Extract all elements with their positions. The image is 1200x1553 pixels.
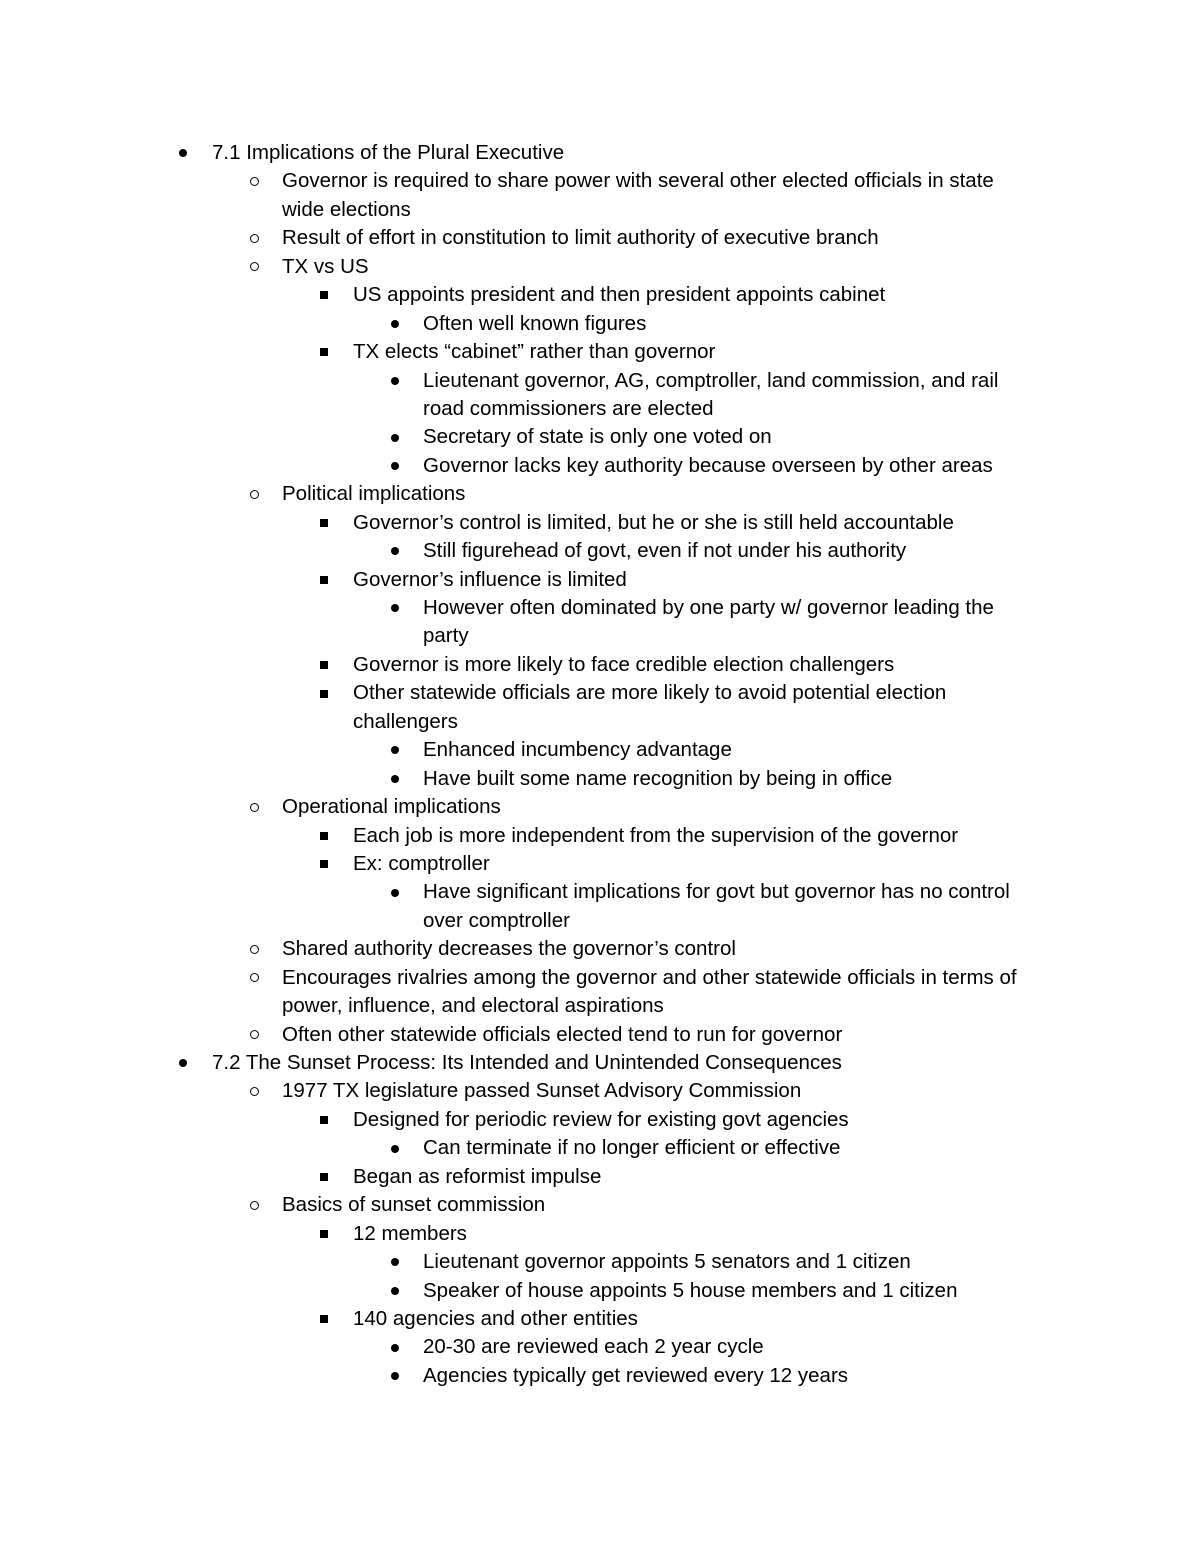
outline-item-text: Basics of sunset commission [282, 1193, 546, 1217]
outline-item-text: Speaker of house appoints 5 house members and 1 citizen [423, 1278, 958, 1302]
square-bullet-icon [317, 850, 331, 878]
outline-item-level-3 [0, 878, 1200, 906]
outline-item-level-3 [0, 537, 1200, 565]
disc-bullet-icon [388, 1277, 402, 1305]
outline-item-level-0 [0, 139, 1200, 167]
outline-item-level-3 [0, 367, 1200, 395]
outline-item-text: Ex: comptroller [353, 851, 490, 875]
outline-item-text: Each job is more independent from the supervision of the governor [353, 823, 959, 847]
outline-item-text: TX elects “cabinet” rather than governor [353, 340, 716, 364]
outline-item-level-1 [0, 167, 1200, 195]
outline-item-text: Operational implications [282, 795, 501, 819]
outline-item-level-1 [0, 1077, 1200, 1105]
disc-bullet-icon [176, 139, 190, 167]
outline-item-level-1 [0, 793, 1200, 821]
outline-item-level-3 [0, 1333, 1200, 1361]
outline-item-text: 7.1 Implications of the Plural Executive [212, 141, 565, 164]
outline-item-level-3 [0, 452, 1200, 480]
square-bullet-icon [317, 281, 331, 309]
outline-item-level-2 [0, 281, 1200, 309]
circle-bullet-icon [247, 1191, 261, 1219]
outline-item-level-3 [0, 1248, 1200, 1276]
circle-bullet-icon [247, 167, 261, 195]
outline-item-text: Designed for periodic review for existing govt agencies [353, 1107, 849, 1131]
outline-item-text: Governor is more likely to face credible election challengers [353, 652, 895, 676]
outline-item-level-3 [0, 765, 1200, 793]
outline-item-text: TX vs US [282, 254, 369, 278]
disc-bullet-icon [388, 1248, 402, 1276]
disc-bullet-icon [388, 310, 402, 338]
square-bullet-icon [317, 1305, 331, 1333]
outline-item-text: challengers [353, 709, 458, 733]
outline-item-text: 7.2 The Sunset Process: Its Intended and Unintended Consequences [212, 1051, 842, 1074]
outline-item-level-1 [0, 1021, 1200, 1049]
outline-item-text: road commissioners are elected [423, 396, 714, 420]
outline-item-text: Other statewide officials are more likely to avoid potential election [353, 681, 947, 705]
disc-bullet-icon [388, 594, 402, 622]
outline-item-level-2 [0, 1163, 1200, 1191]
disc-bullet-icon [388, 1134, 402, 1162]
outline-item-level-2 [0, 1220, 1200, 1248]
outline-item-level-1 [0, 935, 1200, 963]
outline-item-level-3 [0, 310, 1200, 338]
outline-item-text: Encourages rivalries among the governor and other statewide officials in terms of [282, 965, 1017, 989]
outline-item-continuation [0, 395, 1200, 423]
square-bullet-icon [317, 1220, 331, 1248]
outline-item-level-2 [0, 1305, 1200, 1333]
outline-item-text: Governor’s control is limited, but he or she is still held accountable [353, 510, 954, 534]
outline-item-level-2 [0, 850, 1200, 878]
outline-item-continuation [0, 708, 1200, 736]
outline-item-text: power, influence, and electoral aspirations [282, 994, 664, 1018]
circle-bullet-icon [247, 1021, 261, 1049]
outline-item-text: Still figurehead of govt, even if not under his authority [423, 539, 907, 563]
outline-item-level-2 [0, 679, 1200, 707]
outline-item-level-2 [0, 509, 1200, 537]
outline-item-level-1 [0, 253, 1200, 281]
outline-item-level-3 [0, 594, 1200, 622]
circle-bullet-icon [247, 480, 261, 508]
outline-item-continuation [0, 907, 1200, 935]
outline-item-level-1 [0, 480, 1200, 508]
outline-notes [0, 139, 1200, 1390]
disc-bullet-icon [388, 367, 402, 395]
disc-bullet-icon [388, 423, 402, 451]
outline-item-text: Can terminate if no longer efficient or effective [423, 1136, 841, 1160]
outline-item-level-1 [0, 224, 1200, 252]
square-bullet-icon [317, 651, 331, 679]
outline-item-text: Agencies typically get reviewed every 12 years [423, 1363, 849, 1387]
outline-item-text: Lieutenant governor, AG, comptroller, land commission, and rail [423, 368, 999, 392]
outline-item-level-2 [0, 822, 1200, 850]
disc-bullet-icon [388, 1333, 402, 1361]
outline-item-text: over comptroller [423, 908, 570, 932]
circle-bullet-icon [247, 935, 261, 963]
outline-item-text: Have built some name recognition by being in office [423, 766, 893, 790]
outline-item-text: Often well known figures [423, 311, 647, 335]
outline-item-level-2 [0, 651, 1200, 679]
outline-item-text: 20-30 are reviewed each 2 year cycle [423, 1335, 764, 1359]
outline-item-text: 12 members [353, 1221, 467, 1245]
outline-item-continuation [0, 992, 1200, 1020]
outline-item-text: Shared authority decreases the governor’s control [282, 937, 736, 961]
circle-bullet-icon [247, 1077, 261, 1105]
square-bullet-icon [317, 566, 331, 594]
outline-item-level-2 [0, 338, 1200, 366]
disc-bullet-icon [388, 878, 402, 906]
disc-bullet-icon [388, 537, 402, 565]
outline-item-text: Governor’s influence is limited [353, 567, 627, 591]
outline-item-text: Governor is required to share power with several other elected officials in state [282, 169, 994, 193]
outline-item-text: Political implications [282, 482, 466, 506]
outline-item-level-0 [0, 1049, 1200, 1077]
outline-item-level-3 [0, 423, 1200, 451]
outline-item-level-2 [0, 566, 1200, 594]
outline-item-text: Secretary of state is only one voted on [423, 425, 772, 449]
outline-item-text: Result of effort in constitution to limit authority of executive branch [282, 226, 879, 250]
outline-item-level-3 [0, 1134, 1200, 1162]
outline-item-text: Lieutenant governor appoints 5 senators and 1 citizen [423, 1250, 911, 1274]
circle-bullet-icon [247, 253, 261, 281]
outline-item-text: party [423, 624, 469, 648]
outline-item-level-2 [0, 1106, 1200, 1134]
outline-item-text: Began as reformist impulse [353, 1164, 602, 1188]
outline-item-text: However often dominated by one party w/ governor leading the [423, 596, 994, 619]
circle-bullet-icon [247, 964, 261, 992]
outline-item-text: wide elections [282, 197, 411, 221]
disc-bullet-icon [388, 452, 402, 480]
square-bullet-icon [317, 679, 331, 707]
square-bullet-icon [317, 509, 331, 537]
outline-item-text: Often other statewide officials elected tend to run for governor [282, 1022, 843, 1046]
square-bullet-icon [317, 338, 331, 366]
outline-item-level-3 [0, 1362, 1200, 1390]
outline-item-text: Have significant implications for govt but governor has no control [423, 880, 1010, 904]
circle-bullet-icon [247, 793, 261, 821]
disc-bullet-icon [176, 1049, 190, 1077]
outline-item-level-1 [0, 1191, 1200, 1219]
outline-item-text: Governor lacks key authority because overseen by other areas [423, 453, 993, 477]
outline-item-level-3 [0, 1277, 1200, 1305]
outline-item-text: 1977 TX legislature passed Sunset Advisory Commission [282, 1079, 802, 1103]
outline-item-level-1 [0, 964, 1200, 992]
disc-bullet-icon [388, 736, 402, 764]
outline-item-text: US appoints president and then president appoints cabinet [353, 283, 886, 307]
outline-item-text: Enhanced incumbency advantage [423, 738, 732, 762]
disc-bullet-icon [388, 765, 402, 793]
outline-item-text: 140 agencies and other entities [353, 1306, 638, 1330]
square-bullet-icon [317, 1163, 331, 1191]
outline-item-continuation [0, 196, 1200, 224]
square-bullet-icon [317, 822, 331, 850]
circle-bullet-icon [247, 224, 261, 252]
square-bullet-icon [317, 1106, 331, 1134]
outline-item-continuation [0, 622, 1200, 650]
disc-bullet-icon [388, 1362, 402, 1390]
outline-item-level-3 [0, 736, 1200, 764]
